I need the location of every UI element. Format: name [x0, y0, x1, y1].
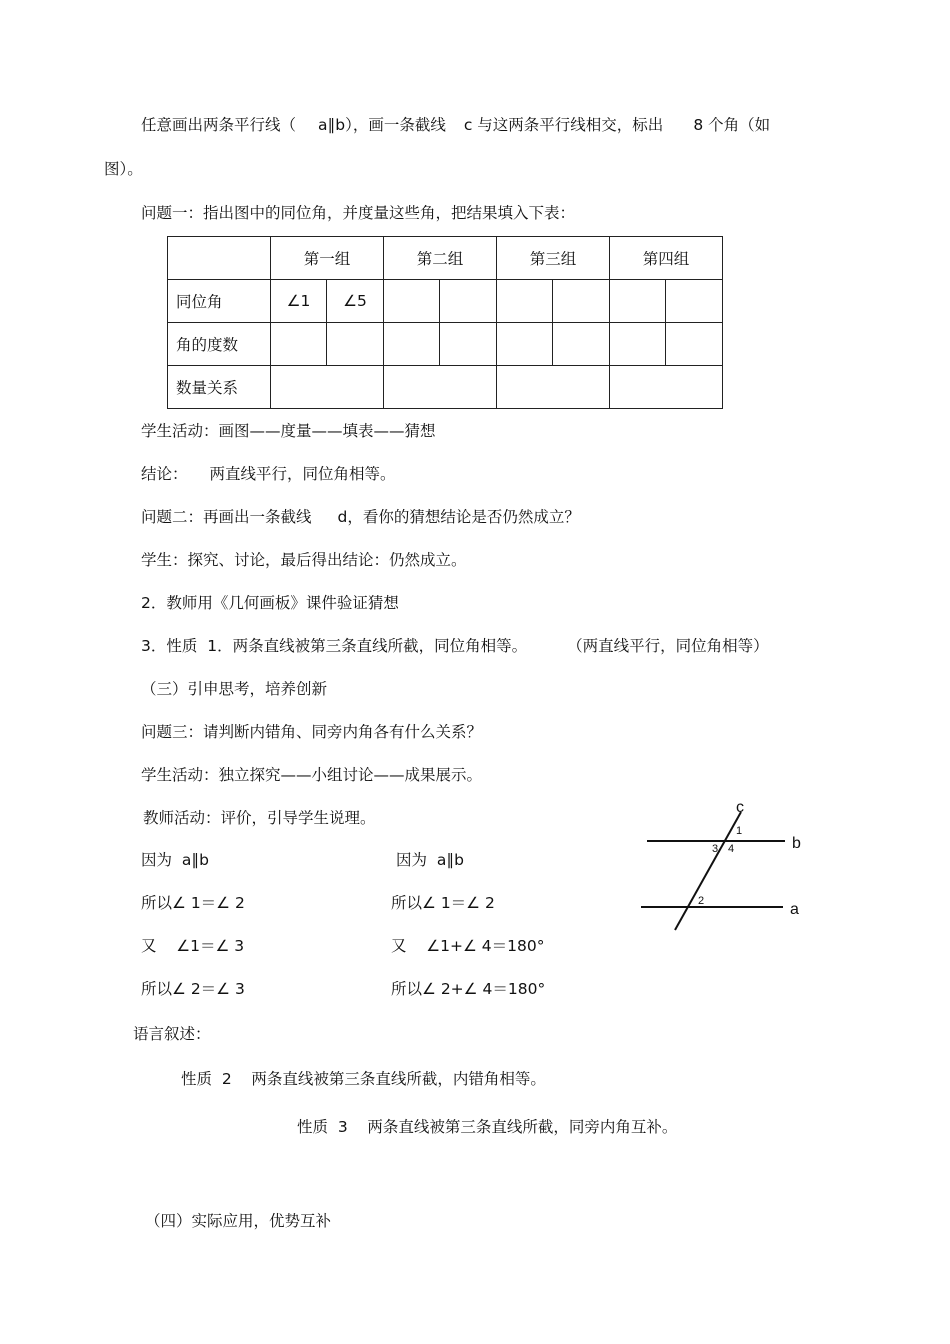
- table-row-degrees: [168, 323, 723, 366]
- table-empty-cell: [610, 323, 666, 366]
- proof-right-4: 所以∠ 2+∠ 4＝180°: [391, 980, 546, 998]
- row-label-corresponding-angles: 同位角: [168, 280, 271, 323]
- teacher-activity: 教师活动：评价，引导学生说理。: [143, 809, 376, 827]
- proof-left-3: 又 ∠1＝∠ 3: [141, 937, 245, 955]
- question-one: 问题一：指出图中的同位角，并度量这些角，把结果填入下表：: [141, 204, 576, 222]
- table-empty-cell: [384, 280, 440, 323]
- table-empty-cell: [271, 366, 384, 409]
- section-three-heading: （三）引申思考，培养创新: [141, 680, 328, 698]
- table-header-group-3: 第三组: [497, 237, 610, 280]
- proof-right-1: 因为 a∥b: [396, 851, 464, 869]
- row-label-relationship: 数量关系: [168, 366, 271, 409]
- property-2: 性质 2 两条直线被第三条直线所截，内错角相等。: [181, 1070, 546, 1088]
- angle-label-1: 1: [736, 825, 743, 837]
- item-2: 2．教师用《几何画板》课件验证猜想: [141, 594, 399, 612]
- intro-text-d: 8 个角（如: [693, 116, 771, 134]
- table-empty-cell: [666, 323, 723, 366]
- student-activity-2: 学生活动：独立探究——小组讨论——成果展示。: [141, 766, 483, 784]
- angle-label-2: 2: [698, 895, 705, 907]
- intro-line-2: 图）。: [104, 160, 143, 178]
- student-activity-1: 学生活动：画图——度量——填表——猜想: [141, 422, 436, 440]
- label-a: a: [790, 901, 799, 918]
- table-empty-cell: [384, 323, 440, 366]
- question-two-b: d，看你的猜想结论是否仍然成立？: [337, 508, 580, 526]
- table-empty-cell: [384, 366, 497, 409]
- proof-left-1: 因为 a∥b: [141, 851, 209, 869]
- cell-angle-5: ∠5: [327, 280, 384, 323]
- table-empty-cell: [440, 280, 497, 323]
- table-empty-cell: [610, 280, 666, 323]
- property-3: 性质 3 两条直线被第三条直线所截，同旁内角互补。: [297, 1118, 678, 1136]
- intro-line-1: [141, 118, 770, 134]
- table-empty-cell: [497, 366, 610, 409]
- line-c-transversal: [675, 812, 741, 930]
- table-header-row: [168, 237, 723, 280]
- table-empty-cell: [666, 280, 723, 323]
- student-response: 学生：探究、讨论，最后得出结论：仍然成立。: [141, 551, 467, 569]
- item-3-paren: （两直线平行，同位角相等）: [567, 637, 769, 655]
- table-empty-cell: [497, 323, 553, 366]
- intro-text-b: a∥b），画一条截线: [318, 116, 446, 134]
- row-label-degrees: 角的度数: [168, 323, 271, 366]
- table-header-group-1: 第一组: [271, 237, 384, 280]
- parallel-lines-figure: [630, 795, 820, 935]
- angle-label-3: 3: [712, 843, 719, 855]
- table-empty-cell: [271, 323, 327, 366]
- question-three: 问题三：请判断内错角、同旁内角各有什么关系？: [141, 723, 483, 741]
- section-four-heading: （四）实际应用，优势互补: [145, 1212, 332, 1230]
- table-header-group-4: 第四组: [610, 237, 723, 280]
- proof-left-4: 所以∠ 2＝∠ 3: [141, 980, 245, 998]
- label-c: c: [736, 799, 744, 816]
- label-b: b: [792, 835, 801, 852]
- table-row-relationship: [168, 366, 723, 409]
- table-empty-cell: [610, 366, 723, 409]
- conclusion-text: 两直线平行，同位角相等。: [209, 465, 396, 483]
- proof-right-3: 又 ∠1+∠ 4＝180°: [391, 937, 545, 955]
- proof-right-2: 所以∠ 1＝∠ 2: [391, 894, 495, 912]
- question-two-a: 问题二：再画出一条截线: [141, 508, 312, 526]
- item-3: [141, 639, 769, 655]
- question-two: [141, 510, 580, 526]
- table-empty-cell: [553, 280, 610, 323]
- table-header-group-2: 第二组: [384, 237, 497, 280]
- table-row-corresponding-angles: [168, 280, 723, 323]
- intro-text-a: 任意画出两条平行线（: [141, 116, 297, 134]
- table-empty-cell: [553, 323, 610, 366]
- language-statement-label: 语言叙述：: [133, 1025, 211, 1043]
- table-empty-cell: [440, 323, 497, 366]
- conclusion: [141, 467, 396, 483]
- item-3-text: 3．性质 1．两条直线被第三条直线所截，同位角相等。: [141, 637, 528, 655]
- table-corner-cell: [168, 237, 271, 280]
- table-empty-cell: [497, 280, 553, 323]
- angle-table: [167, 236, 723, 409]
- conclusion-label: 结论：: [141, 465, 188, 483]
- cell-angle-1: ∠1: [271, 280, 327, 323]
- angle-label-4: 4: [728, 843, 735, 855]
- table-empty-cell: [327, 323, 384, 366]
- proof-left-2: 所以∠ 1＝∠ 2: [141, 894, 245, 912]
- intro-text-c: c 与这两条平行线相交，标出: [463, 116, 664, 134]
